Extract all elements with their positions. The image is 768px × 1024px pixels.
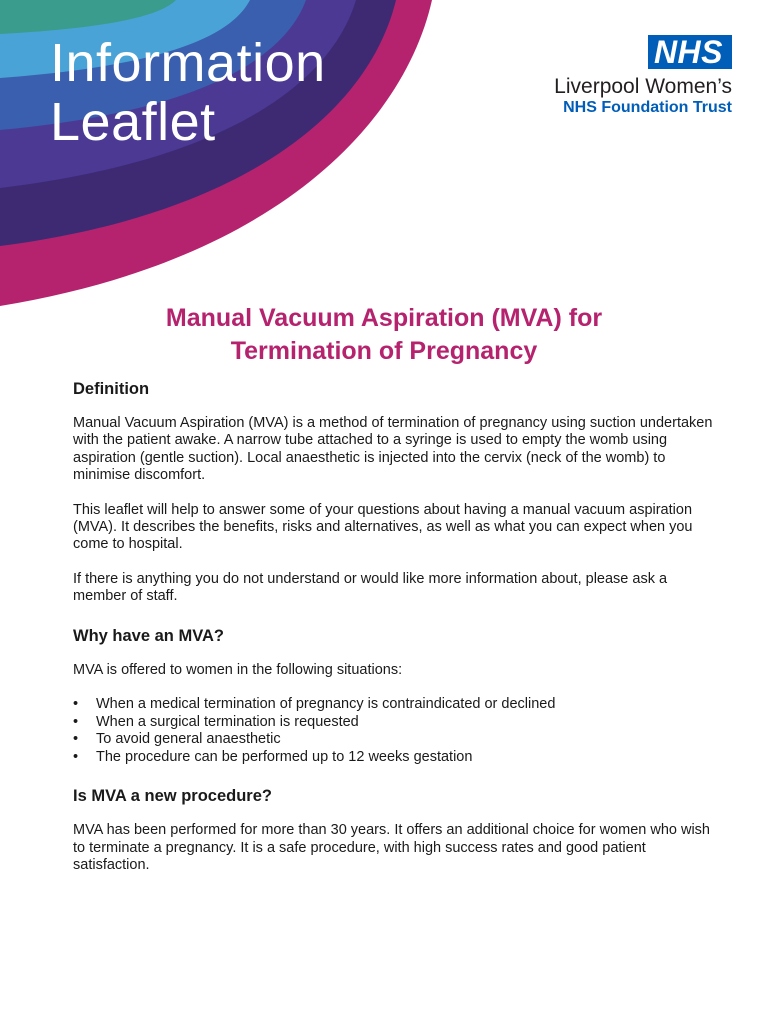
leaflet-title-line-2: Leaflet bbox=[50, 92, 216, 152]
new-procedure-paragraph: MVA has been performed for more than 30 years. It offers an additional choice for women who wish to terminate a pregnancy. It is a safe procedure, with high success rates and good patient satisfaction. bbox=[73, 822, 710, 874]
information-leaflet-title bbox=[50, 34, 326, 152]
nhs-logo: NHS bbox=[648, 35, 732, 69]
new-procedure-heading: Is MVA a new procedure? bbox=[73, 787, 272, 806]
definition-paragraph-1: Manual Vacuum Aspiration (MVA) is a method of termination of pregnancy using suction undertaken with the patient awake. A narrow tube attached to a syringe is used to empty the womb using aspiration (gentle suction). Local anaesthetic is injected into the cervix (neck of the womb) to minimise discomfort. bbox=[73, 415, 713, 484]
nhs-trust-branding bbox=[554, 35, 732, 117]
definition-paragraph-3: If there is anything you do not understand or would like more information about, please ask a member of staff. bbox=[73, 570, 668, 605]
mva-situations-list bbox=[73, 696, 713, 766]
definition-heading: Definition bbox=[73, 380, 150, 398]
leaflet-body bbox=[73, 378, 713, 875]
document-title-line-1: Manual Vacuum Aspiration (MVA) for bbox=[165, 304, 603, 332]
trust-name: Liverpool Women’s bbox=[554, 75, 732, 98]
list-item: • When a surgical termination is requested bbox=[73, 714, 713, 732]
why-have-mva-heading: Why have an MVA? bbox=[73, 626, 224, 645]
definition-paragraph-2: This leaflet will help to answer some of your questions about having a manual vacuum aspiration (MVA). It describes the benefits, risks and alternatives, as well as what you can expect when you come to hospital. bbox=[73, 501, 693, 553]
list-item: • The procedure can be performed up to 12 weeks gestation bbox=[73, 749, 713, 767]
leaflet-title-line-1: Information bbox=[50, 33, 326, 93]
document-title bbox=[60, 302, 708, 368]
document-title-line-2: Termination of Pregnancy bbox=[230, 337, 538, 365]
list-item: • To avoid general anaesthetic bbox=[73, 731, 713, 749]
list-item: • When a medical termination of pregnancy is contraindicated or declined bbox=[73, 696, 713, 714]
trust-subtitle: NHS Foundation Trust bbox=[563, 99, 732, 116]
why-have-mva-intro: MVA is offered to women in the following situations: bbox=[73, 661, 403, 678]
